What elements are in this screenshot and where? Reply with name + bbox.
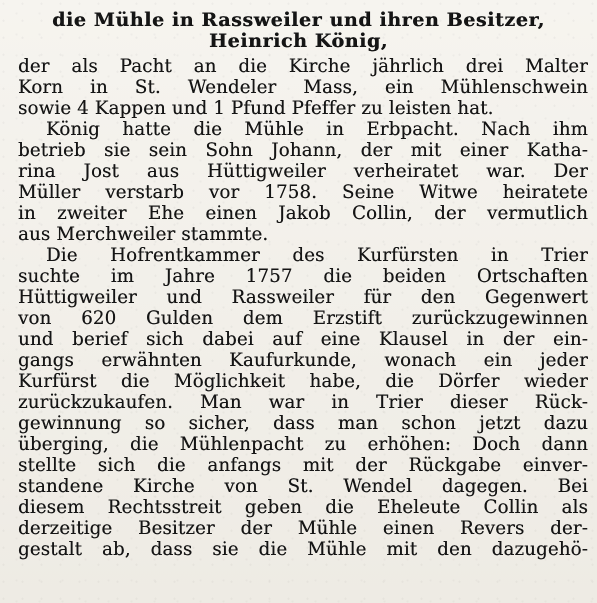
article-body <box>18 56 588 560</box>
heading-line-2: Heinrich König, <box>209 31 388 52</box>
paragraph-3-line-15: gestalt ab, dass sie die Mühle mit den dazugehö- <box>18 539 588 560</box>
paragraph-1-line-3: sowie 4 Kappen und 1 Pfund Pfeffer zu leisten hat. <box>18 98 494 119</box>
paragraph-1-line-1: der als Pacht an die Kirche jährlich drei Malter <box>18 56 588 77</box>
paragraph-3-line-8: zurückzukaufen. Man war in Trier dieser Rück- <box>18 392 588 413</box>
paragraph-3-line-10: überging, die Mühlenpacht zu erhöhen: Doch dann <box>18 434 588 455</box>
paragraph-2-line-5: in zweiter Ehe einen Jakob Collin, der vermutlich <box>18 203 588 224</box>
paragraph-2-line-1: König hatte die Mühle in Erbpacht. Nach ihm <box>46 119 588 140</box>
paragraph-1-line-2: Korn in St. Wendeler Mass, ein Mühlenschwein <box>18 77 588 98</box>
paragraph-3-line-4: von 620 Gulden dem Erzstift zurückzugewinnen <box>18 308 588 329</box>
heading-line-1: die Mühle in Rassweiler und ihren Besitzer, <box>52 10 545 31</box>
paragraph-3-line-11: stellte sich die anfangs mit der Rückgabe einver- <box>18 455 588 476</box>
paragraph-3-line-14: derzeitige Besitzer der Mühle einen Revers der- <box>18 518 588 539</box>
heading <box>0 10 597 52</box>
paragraph-3-line-7: Kurfürst die Möglichkeit habe, die Dörfer wieder <box>18 371 588 392</box>
paragraph-2-line-3: rina Jost aus Hüttigweiler verheiratet war. Der <box>18 161 588 182</box>
paragraph-2-line-4: Müller verstarb vor 1758. Seine Witwe heiratete <box>18 182 588 203</box>
paragraph-3-line-6: gangs erwähnten Kaufurkunde, wonach ein jeder <box>18 350 588 371</box>
paragraph-2-line-6: aus Merchweiler stammte. <box>18 224 269 245</box>
paragraph-3-line-2: suchte im Jahre 1757 die beiden Ortschaften <box>18 266 588 287</box>
paragraph-3-line-5: und berief sich dabei auf eine Klausel in der ein- <box>18 329 588 350</box>
paragraph-3-line-13: diesem Rechtsstreit geben die Eheleute Collin als <box>18 497 588 518</box>
paragraph-2-line-2: betrieb sie sein Sohn Johann, der mit einer Katha- <box>18 140 588 161</box>
paragraph-3-line-1: Die Hofrentkammer des Kurfürsten in Trier <box>46 245 588 266</box>
paragraph-3-line-9: gewinnung so sicher, dass man schon jetzt dazu <box>18 413 588 434</box>
paragraph-3-line-12: standene Kirche von St. Wendel dagegen. Bei <box>18 476 588 497</box>
paragraph-3-line-3: Hüttigweiler und Rassweiler für den Gegenwert <box>18 287 588 308</box>
